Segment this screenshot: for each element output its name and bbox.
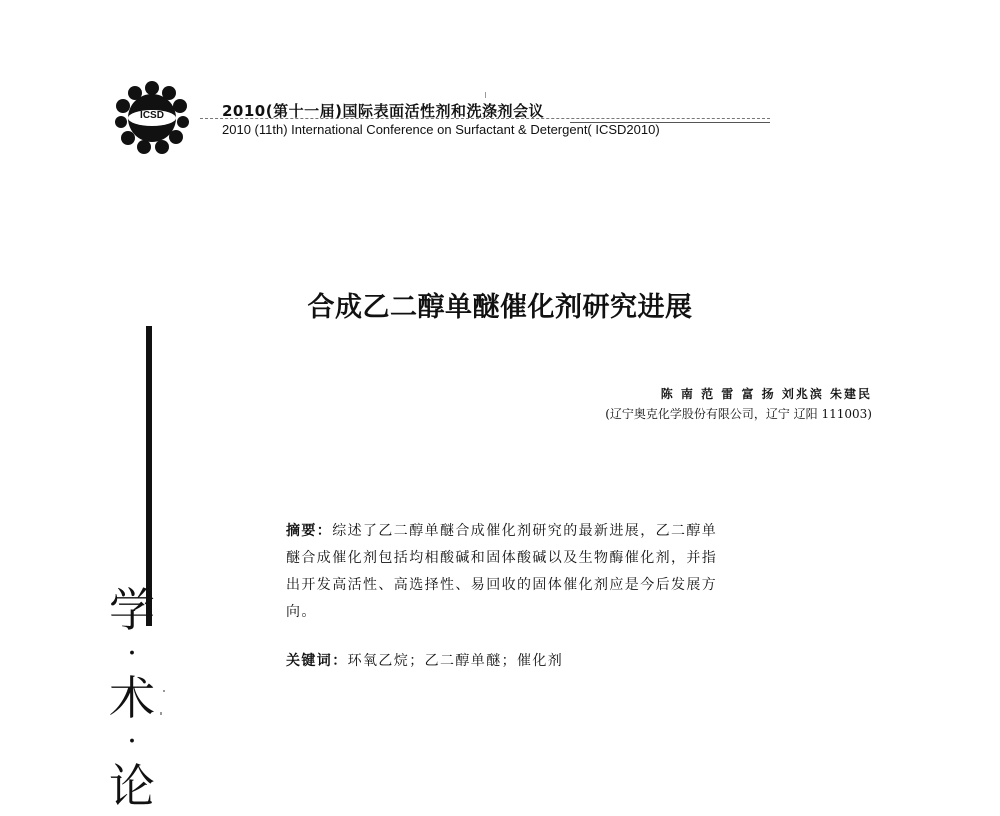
side-char: · xyxy=(127,724,137,759)
abstract-text: 综述了乙二醇单醚合成催化剂研究的最新进展，乙二醇单 xyxy=(332,523,718,539)
scan-speck xyxy=(163,690,165,692)
abstract-line: 出开发高活性、高选择性、易回收的固体催化剂应是今后发展方 xyxy=(286,577,718,593)
side-char: · xyxy=(127,636,137,671)
side-char: 术 xyxy=(109,671,155,725)
side-label xyxy=(102,580,162,816)
side-char: 论 xyxy=(109,759,155,813)
abstract-line: 醚合成催化剂包括均相酸碱和固体酸碱以及生物酶催化剂，并指 xyxy=(286,550,718,566)
abstract xyxy=(286,518,806,626)
icsd-logo xyxy=(112,80,192,156)
author-affiliation: (辽宁奥克化学股份有限公司，辽宁 辽阳 111003) xyxy=(605,407,872,421)
keywords xyxy=(286,650,563,670)
paper-title: 合成乙二醇单醚催化剂研究进展 xyxy=(307,292,693,323)
conference-title-en: 2010 (11th) International Conference on Surfactant & Detergent( ICSD2010) xyxy=(222,122,660,137)
abstract-line: 向。 xyxy=(286,604,317,620)
scan-speck xyxy=(160,712,162,715)
scan-speck xyxy=(485,92,486,98)
author-list: 陈 南 范 雷 富 扬 刘兆滨 朱建民 xyxy=(660,387,872,401)
conference-title-cn: 2010(第十一届)国际表面活性剂和洗涤剂会议 xyxy=(222,102,544,120)
logo-text: ICSD xyxy=(140,110,164,121)
abstract-label: 摘要： xyxy=(286,523,333,539)
abstract-line xyxy=(286,518,806,545)
side-char: 学 xyxy=(109,583,155,637)
keywords-text: 环氧乙烷；乙二醇单醚；催化剂 xyxy=(347,653,564,669)
keywords-label: 关键词： xyxy=(286,653,348,669)
